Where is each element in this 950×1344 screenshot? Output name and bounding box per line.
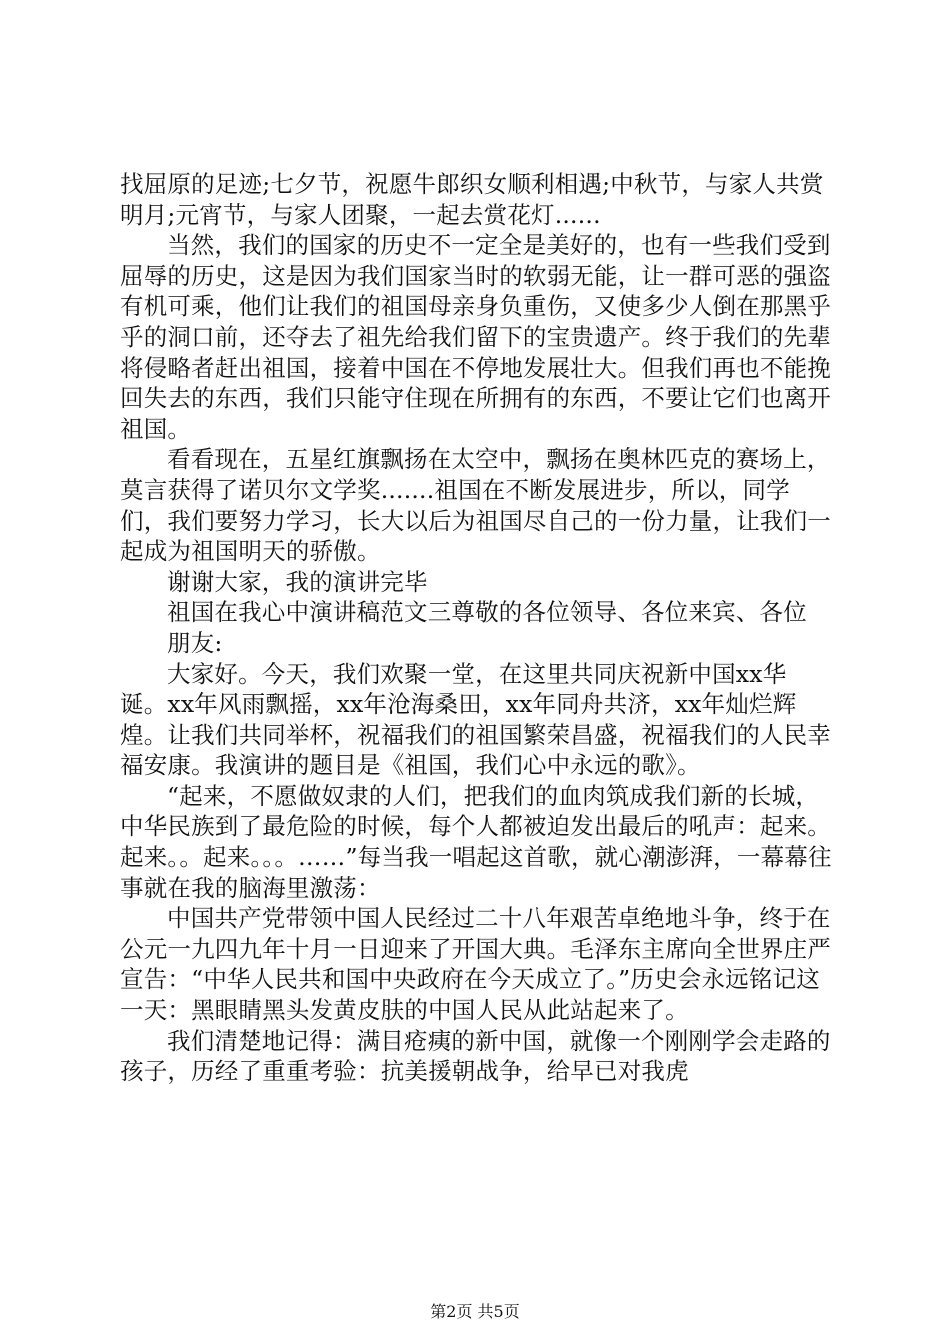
paragraph-founding-ceremony: 中国共产党带领中国人民经过二十八年艰苦卓绝地斗争，终于在公元一九四九年十月一日迎来了开国大典。毛泽东主席向全世界庄严宣告：“中华人民共和国中央政府在今天成立了。”历史会永远铭记这一天：黑眼睛黑头发黄皮肤的中国人民从此站起来了。: [120, 904, 831, 1025]
paragraph-history-humiliation: 当然，我们的国家的历史不一定全是美好的，也有一些我们受到屈辱的历史，这是因为我们国家当时的软弱无能，让一群可恶的强盗有机可乘，他们让我们的祖国母亲身负重伤，又使多少人倒在那黑乎乎的洞口前，还夺去了祖先给我们留下的宝贵遗产。终于我们的先辈将侵略者赶出祖国，接着中国在不停地发展壮大。但我们再也不能挽回失去的东西，我们只能守住现在所拥有的东西，不要让它们也离开祖国。: [120, 231, 831, 443]
paragraph-salutation: 朋友:: [167, 628, 223, 657]
page-number-footer: 第2页 共5页: [430, 1302, 520, 1321]
document-body: [120, 169, 832, 1087]
paragraph-new-china-trials: 我们清楚地记得：满目疮痍的新中国，就像一个刚刚学会走路的孩子，历经了重重考验：抗美援朝战争，给早已对我虎: [120, 1026, 831, 1086]
paragraph-present-progress: 看看现在，五星红旗飘扬在太空中，飘扬在奥林匹克的赛场上，莫言获得了诺贝尔文学奖.......祖国在不断发展进步，所以，同学们，我们要努力学习，长大以后为祖国尽自己的一份力量，让我们一起成为祖国明天的骄傲。: [120, 445, 831, 566]
paragraph-closing-thanks: 谢谢大家，我的演讲完毕: [167, 567, 428, 596]
paragraph-continued-festivals: 找屈原的足迹;七夕节，祝愿牛郎织女顺利相遇;中秋节，与家人共赏明月;元宵节，与家人团聚，一起去赏花灯......: [120, 170, 824, 229]
paragraph-greeting: 大家好。今天，我们欢聚一堂，在这里共同庆祝新中国xx华诞。xx年风雨飘摇，xx年沧海桑田，xx年同舟共济，xx年灿烂辉煌。让我们共同举杯，祝福我们的祖国繁荣昌盛，祝福我们的人民幸福安康。我演讲的题目是《祖国，我们心中永远的歌》。: [120, 659, 831, 780]
paragraph-speech-three-title: 祖国在我心中演讲稿范文三尊敬的各位领导、各位来宾、各位: [167, 598, 807, 627]
paragraph-anthem-quote: “起来，不愿做奴隶的人们，把我们的血肉筑成我们新的长城，中华民族到了最危险的时候，每个人都被迫发出最后的吼声：起来。起来。。起来。。。……”每当我一唱起这首歌，就心潮澎湃，一幕幕往事就在我的脑海里激荡：: [120, 781, 832, 902]
